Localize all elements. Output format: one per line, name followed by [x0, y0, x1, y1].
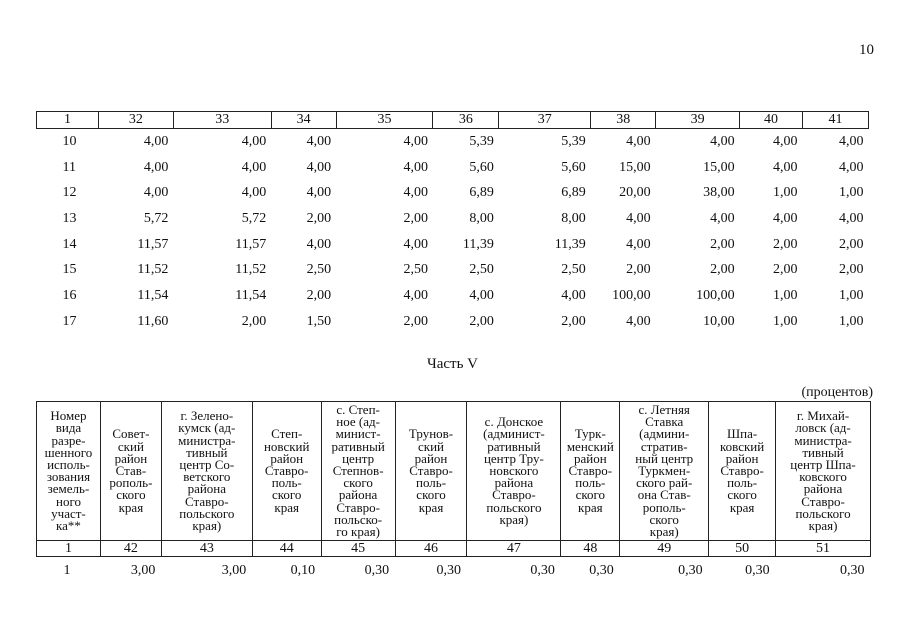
table-row	[37, 206, 869, 232]
table-cell: 2,00	[626, 262, 651, 278]
table-cell: 0,30	[678, 563, 703, 579]
table-cell: 1,00	[839, 287, 864, 303]
table-cell: 2,00	[773, 262, 798, 278]
table-cell: 4,00	[626, 313, 651, 329]
column-header: 32	[98, 112, 173, 129]
part-title: Часть V	[426, 356, 479, 372]
table-row	[37, 557, 871, 580]
table-cell: 2,00	[306, 210, 332, 226]
column-header: Трунов- ский район Ставро- поль- ского края	[395, 402, 467, 541]
table-cell: 11,54	[137, 287, 169, 303]
column-number: 45	[321, 541, 395, 557]
units-label: (процентов)	[801, 385, 873, 400]
table-cell: 0,30	[840, 563, 865, 579]
table-cell: 2,00	[306, 287, 332, 303]
table-cell: 8,00	[561, 210, 586, 226]
row-label: 17	[62, 313, 77, 329]
table-cell: 0,30	[589, 563, 614, 579]
table-cell: 4,00	[561, 287, 586, 303]
column-header: 35	[336, 112, 433, 129]
table-cell: 2,00	[469, 313, 494, 329]
table-cell: 5,39	[469, 133, 494, 149]
table-cell: 4,00	[839, 159, 864, 175]
table-cell: 6,89	[469, 185, 494, 201]
table-cell: 1,00	[773, 287, 798, 303]
table-cell: 100,00	[696, 287, 735, 303]
table-cell: 2,50	[403, 262, 428, 278]
column-number: 47	[467, 541, 561, 557]
row-label: 13	[62, 210, 77, 226]
column-header: Турк- менский район Ставро- поль- ского края	[561, 402, 620, 541]
table-row	[37, 309, 869, 335]
table-cell: 11,54	[235, 287, 267, 303]
column-header: 40	[740, 112, 803, 129]
table-cell: 6,89	[561, 185, 586, 201]
row-label: 10	[62, 133, 77, 149]
column-header: 34	[271, 112, 336, 129]
row-label: 1	[63, 563, 71, 579]
table-cell: 4,00	[241, 159, 267, 175]
table-cell: 4,00	[143, 185, 169, 201]
table-cell: 20,00	[619, 185, 651, 201]
table-cell: 10,00	[703, 313, 735, 329]
column-header: 36	[433, 112, 499, 129]
table-cell: 4,00	[306, 159, 332, 175]
table-cell: 4,00	[403, 185, 428, 201]
table-cell: 4,00	[241, 185, 267, 201]
table-cell: 4,00	[773, 210, 798, 226]
table-cell: 2,50	[306, 262, 332, 278]
column-header: 1	[37, 112, 99, 129]
table-cell: 4,00	[626, 133, 651, 149]
column-number: 1	[37, 541, 101, 557]
column-number: 51	[776, 541, 871, 557]
column-number: 44	[252, 541, 321, 557]
column-header: 33	[173, 112, 271, 129]
table-cell: 11,57	[137, 236, 169, 252]
table-row	[37, 180, 869, 206]
table-cell: 4,00	[626, 210, 651, 226]
table-cell: 5,60	[561, 159, 586, 175]
column-header: 41	[803, 112, 869, 129]
column-header: г. Михай- ловск (ад- министра- тивный центр Шпа- ковского района Ставро- польского края)	[776, 402, 871, 541]
table-cell: 4,00	[710, 133, 735, 149]
column-number: 46	[395, 541, 467, 557]
table-cell: 4,00	[403, 236, 428, 252]
column-header: с. Летняя Ставка (админи- стратив- ный центр Туркмен- ского рай- она Став- рополь- ского края)	[620, 402, 709, 541]
table-cell: 2,00	[561, 313, 586, 329]
table-cell: 0,30	[436, 563, 461, 579]
table-cell: 15,00	[619, 159, 651, 175]
column-header: Номер вида разре- шенного исполь- зования земель- ного участ- ка**	[37, 402, 101, 541]
table-cell: 4,00	[626, 236, 651, 252]
table-cell: 0,30	[745, 563, 770, 579]
table-cell: 11,52	[235, 262, 267, 278]
row-label: 12	[62, 185, 77, 201]
table-cell: 11,57	[235, 236, 267, 252]
table-cell: 4,00	[469, 287, 494, 303]
table-cell: 4,00	[403, 133, 428, 149]
table-cell: 0,30	[530, 563, 555, 579]
table-cell: 11,39	[462, 236, 494, 252]
table-cell: 3,00	[221, 563, 247, 579]
column-header: 37	[499, 112, 591, 129]
table-cell: 3,00	[130, 563, 156, 579]
table-cell: 2,00	[710, 236, 735, 252]
row-label: 16	[62, 287, 77, 303]
table-cell: 2,50	[469, 262, 494, 278]
table-cell: 4,00	[710, 210, 735, 226]
table-cell: 4,00	[143, 159, 169, 175]
table-cell: 4,00	[241, 133, 267, 149]
column-number: 43	[161, 541, 252, 557]
table-header-row	[37, 112, 869, 129]
row-label: 14	[62, 236, 77, 252]
column-number-row	[37, 541, 871, 557]
column-number: 42	[100, 541, 161, 557]
table-cell: 4,00	[143, 133, 169, 149]
rates-table-part-iv	[36, 111, 869, 335]
table-row	[37, 232, 869, 258]
table-cell: 5,72	[143, 210, 169, 226]
table-cell: 2,00	[241, 313, 267, 329]
table-cell: 0,10	[290, 563, 316, 579]
table-cell: 4,00	[306, 236, 332, 252]
table-cell: 15,00	[703, 159, 735, 175]
table-cell: 1,00	[839, 313, 864, 329]
column-header: 38	[591, 112, 656, 129]
row-label: 11	[62, 159, 76, 175]
table-cell: 4,00	[403, 287, 428, 303]
table-cell: 2,50	[561, 262, 586, 278]
table-cell: 38,00	[703, 185, 735, 201]
column-header: с. Донское (админист- ративный центр Тру- новского района Ставро- польского края)	[467, 402, 561, 541]
table-cell: 2,00	[403, 313, 428, 329]
table-cell: 4,00	[306, 185, 332, 201]
column-header: с. Степ- ное (ад- минист- ративный центр Степнов- ского района Ставро- польско- го края)	[321, 402, 395, 541]
row-label: 15	[62, 262, 77, 278]
table-cell: 4,00	[839, 133, 864, 149]
table-cell: 11,52	[137, 262, 169, 278]
table-cell: 2,00	[773, 236, 798, 252]
table-cell: 4,00	[306, 133, 332, 149]
table-row	[37, 283, 869, 309]
table-cell: 4,00	[773, 133, 798, 149]
table-header-row	[37, 402, 871, 541]
table-cell: 11,39	[554, 236, 586, 252]
table-cell: 0,30	[364, 563, 390, 579]
column-number: 48	[561, 541, 620, 557]
table-row	[37, 155, 869, 181]
table-cell: 1,00	[773, 185, 798, 201]
table-cell: 2,00	[710, 262, 735, 278]
table-cell: 100,00	[612, 287, 651, 303]
column-header: г. Зелено- кумск (ад- министра- тивный центр Со- ветского района Ставро- польского края)	[161, 402, 252, 541]
table-cell: 1,00	[839, 185, 864, 201]
table-cell: 5,72	[241, 210, 267, 226]
column-header: Шпа- ковский район Ставро- поль- ского края	[709, 402, 776, 541]
table-cell: 1,00	[773, 313, 798, 329]
rates-table-part-v	[36, 401, 871, 579]
table-cell: 5,60	[469, 159, 494, 175]
table-cell: 5,39	[561, 133, 586, 149]
table-row	[37, 129, 869, 155]
column-header: Совет- ский район Став- рополь- ского края	[100, 402, 161, 541]
table-cell: 2,00	[839, 236, 864, 252]
column-number: 49	[620, 541, 709, 557]
column-number: 50	[709, 541, 776, 557]
column-header: Степ- новский район Ставро- поль- ского края	[252, 402, 321, 541]
table-cell: 4,00	[839, 210, 864, 226]
page-number: 10	[859, 42, 874, 58]
table-cell: 2,00	[403, 210, 428, 226]
table-cell: 11,60	[137, 313, 169, 329]
table-cell: 1,50	[306, 313, 332, 329]
table-row	[37, 257, 869, 283]
column-header: 39	[656, 112, 740, 129]
table-cell: 8,00	[469, 210, 494, 226]
table-cell: 4,00	[403, 159, 428, 175]
table-cell: 4,00	[773, 159, 798, 175]
table-cell: 2,00	[839, 262, 864, 278]
